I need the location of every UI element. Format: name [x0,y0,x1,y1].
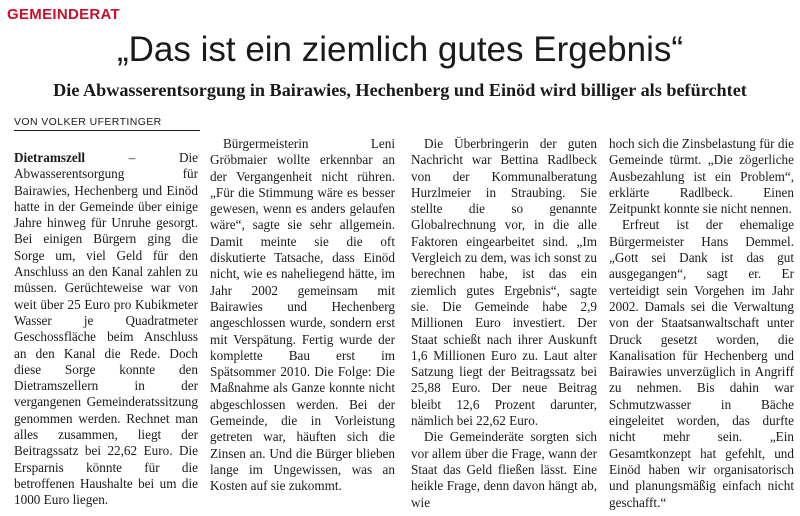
article-column-4 [609,136,794,511]
subheadline: Die Abwasserentsorgung in Bairawies, Hechenberg und Einöd wird billiger als befürchtet [53,80,747,100]
article-paragraph: Erfreut ist der ehemalige Bürgermeister Hans Demmel. „Gott sei Dank ist das gut ausgegangen“, sagt er. Er verteidigt sein Vorgehen im Jahr 2002. Damals sei die Verwaltung von der Staatsanwaltschaft unter Druck gesetzt worden, die Kanalisation für Hechenberg und Bairawies unverzüglich in Angriff zu nehmen. Bis dahin war Schmutzwasser in Bäche eingeleitet worden, das durfte nicht mehr sein. „Ein Gesamtkonzept hat gefehlt, und Einöd haben wir organisatorisch und planungsmäßig einfach nicht geschafft.“ [609,217,794,510]
article-paragraph: Bürgermeisterin Leni Gröbmaier wollte erkennbar an der Vergangenheit nicht rühren. „Für die Stimmung wäre es besser gewesen, wenn es anders gelaufen wäre“, sagte sie sehr allgemein. Damit meinte sie die oft diskutierte Tatsache, dass Einöd nicht, wie es naheliegend hätte, im Jahr 2002 gemeinsam mit Bairawies und Hechenberg angeschlossen wurde, sondern erst mit Verspätung. Fertig wurde der komplette Bau erst im Spätsommer 2010. Die Folge: Die Maßnahme als Ganze konnte nicht abgeschlossen werden. Bei der Gemeinde, die in Vorleistung getreten war, häuften sich die Zinsen an. Und die Bürger blieben lange im Ungewissen, was an Kosten auf sie zukommt. [210,136,395,494]
headline: „Das ist ein ziemlich gutes Ergebnis“ [116,30,684,69]
byline: VON VOLKER UFERTINGER [14,116,200,131]
article-paragraph: Die Überbringerin der guten Nachricht war Bettina Radlbeck von der Kommunalberatung Hurzlmeier in Straubing. Sie stellte die so genannte Globalrechnung vor, in die alle Faktoren eingearbeitet sind. „Im Vergleich zu dem, was ich sonst zu berechnen habe, ist das ein ziemlich gutes Ergebnis“, sagte sie. Die Gemeinde habe 2,9 Millionen Euro investiert. Der Staat schießt nach ihrer Auskunft 1,6 Millionen Euro zu. Laut alter Satzung liegt der Beitragssatz bei 25,88 Euro. Der neue Beitrag bleibt 12,6 Prozent darunter, nämlich bei 22,62 Euro. [411,136,597,429]
article-paragraph: Die Gemeinderäte sorgten sich vor allem über die Frage, wann der Staat das Geld fließen lässt. Eine heikle Frage, denn davon hängt ab, wie [411,429,597,510]
article-paragraph: hoch sich die Zinsbelastung für die Gemeinde türmt. „Die zögerliche Ausbezahlung ist ein Problem“, erklärte Radlbeck. Einen Zeitpunkt konnte sie nicht nennen. [609,136,794,217]
article-column-1 [14,150,198,509]
article-column-3 [411,136,597,511]
section-rubric: GEMEINDERAT [7,6,121,23]
dateline-place: Dietramszell [14,150,86,165]
article-paragraph [14,150,198,509]
article-column-2 [210,136,395,495]
paragraph-text: – Die Abwasserentsorgung für Bairawies, Hechenberg und Einöd hatte in der Gemeinde über einige Jahre hinweg für Unruhe gesorgt. Bei einigen Bürgern ging die Sorge um, viel Geld für den Anschluss an den Kanal zahlen zu müssen. Gerüchteweise war von weit über 25 Euro pro Kubikmeter Wasser je Quadratmeter Geschossfläche beim Anschluss an den Kanal die Rede. Doch diese Sorge konnte den Dietramszellern in der vergangenen Gemeinderatssitzung genommen werden. Rechnet man alles zusammen, liegt der Beitragssatz bei 22,62 Euro. Die Ersparnis könnte für die betroffenen Haushalte bei um die 1000 Euro liegen. [14,150,198,508]
